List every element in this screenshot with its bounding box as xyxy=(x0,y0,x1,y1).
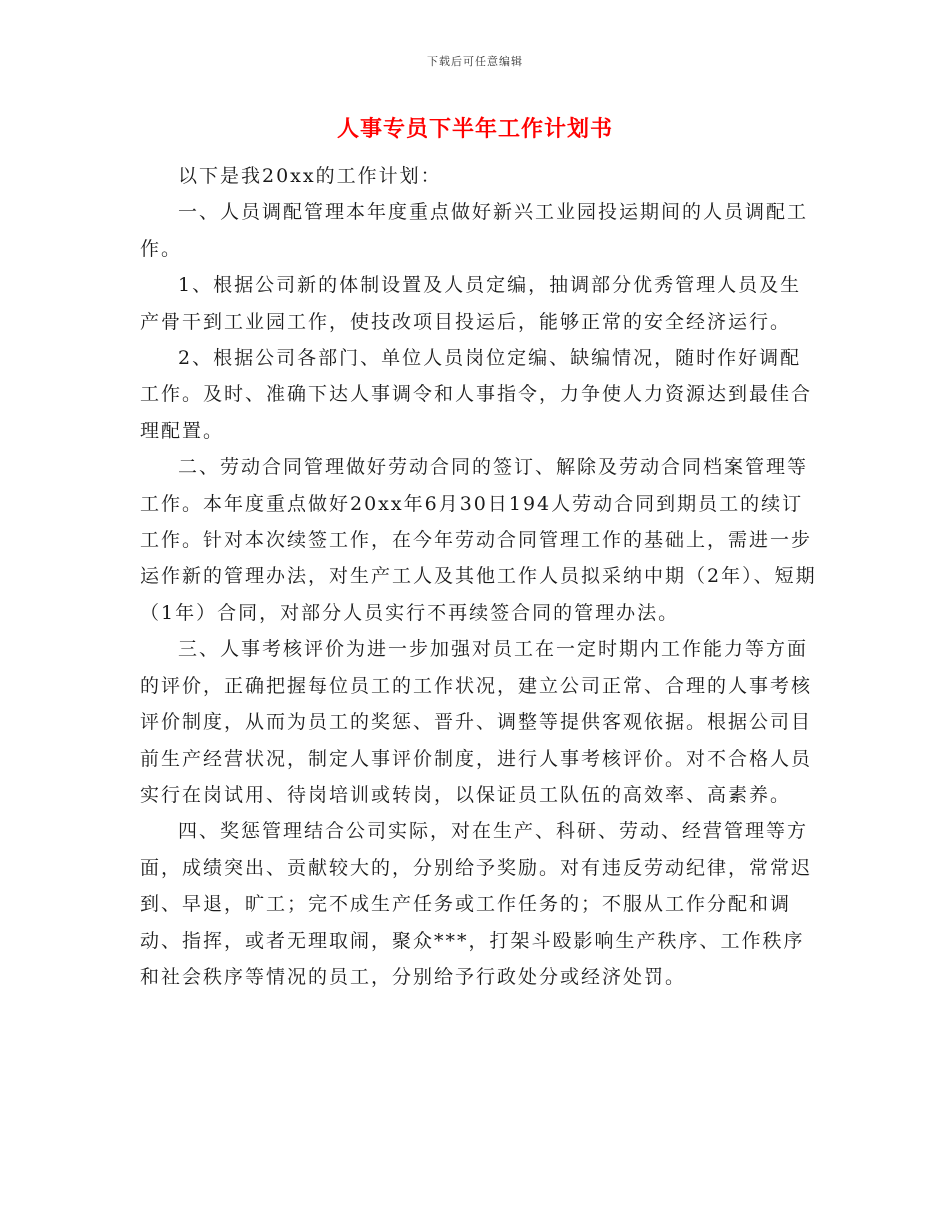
paragraph-section-3: 三、人事考核评价为进一步加强对员工在一定时期内工作能力等方面的评价，正确把握每位员工的工作状况，建立公司正常、合理的人事考核评价制度，从而为员工的奖惩、晋升、调整等提供客观依据。根据公司目前生产经营状况，制定人事评价制度，进行人事考核评价。对不合格人员实行在岗试用、待岗培训或转岗，以保证员工队伍的高效率、高素养。 xyxy=(140,638,813,806)
header-note: 下载后可任意编辑 xyxy=(427,55,523,68)
paragraph-section-2: 二、劳动合同管理做好劳动合同的签订、解除及劳动合同档案管理等工作。本年度重点做好20xx年6月30日194人劳动合同到期员工的续订工作。针对本次续签工作，在今年劳动合同管理工作的基础上，需进一步运作新的管理办法，对生产工人及其他工作人员拟采纳中期（2年）、短期（1年）合同，对部分人员实行不再续签合同的管理办法。 xyxy=(140,456,817,624)
document-body xyxy=(140,158,820,995)
paragraph-item-1: 1、根据公司新的体制设置及人员定编，抽调部分优秀管理人员及生产骨干到工业园工作，使技改项目投运后，能够正常的安全经济运行。 xyxy=(140,274,802,333)
document-title: 人事专员下半年工作计划书 xyxy=(336,116,613,142)
paragraph-section-4: 四、奖惩管理结合公司实际，对在生产、科研、劳动、经营管理等方面，成绩突出、贡献较大的，分别给予奖励。对有违反劳动纪律，常常迟到、早退，旷工；完不成生产任务或工作任务的；不服从工作分配和调动、指挥，或者无理取闹，聚众***，打架斗殴影响生产秩序、工作秩序和社会秩序等情况的员工，分别给予行政处分或经济处罚。 xyxy=(140,820,813,988)
paragraph-item-2: 2、根据公司各部门、单位人员岗位定编、缺编情况，随时作好调配工作。及时、准确下达人事调令和人事指令，力争使人力资源达到最佳合理配置。 xyxy=(140,347,813,442)
paragraph-intro: 以下是我20xx的工作计划： xyxy=(178,165,442,187)
paragraph-section-1: 一、人员调配管理本年度重点做好新兴工业园投运期间的人员调配工作。 xyxy=(140,201,809,260)
